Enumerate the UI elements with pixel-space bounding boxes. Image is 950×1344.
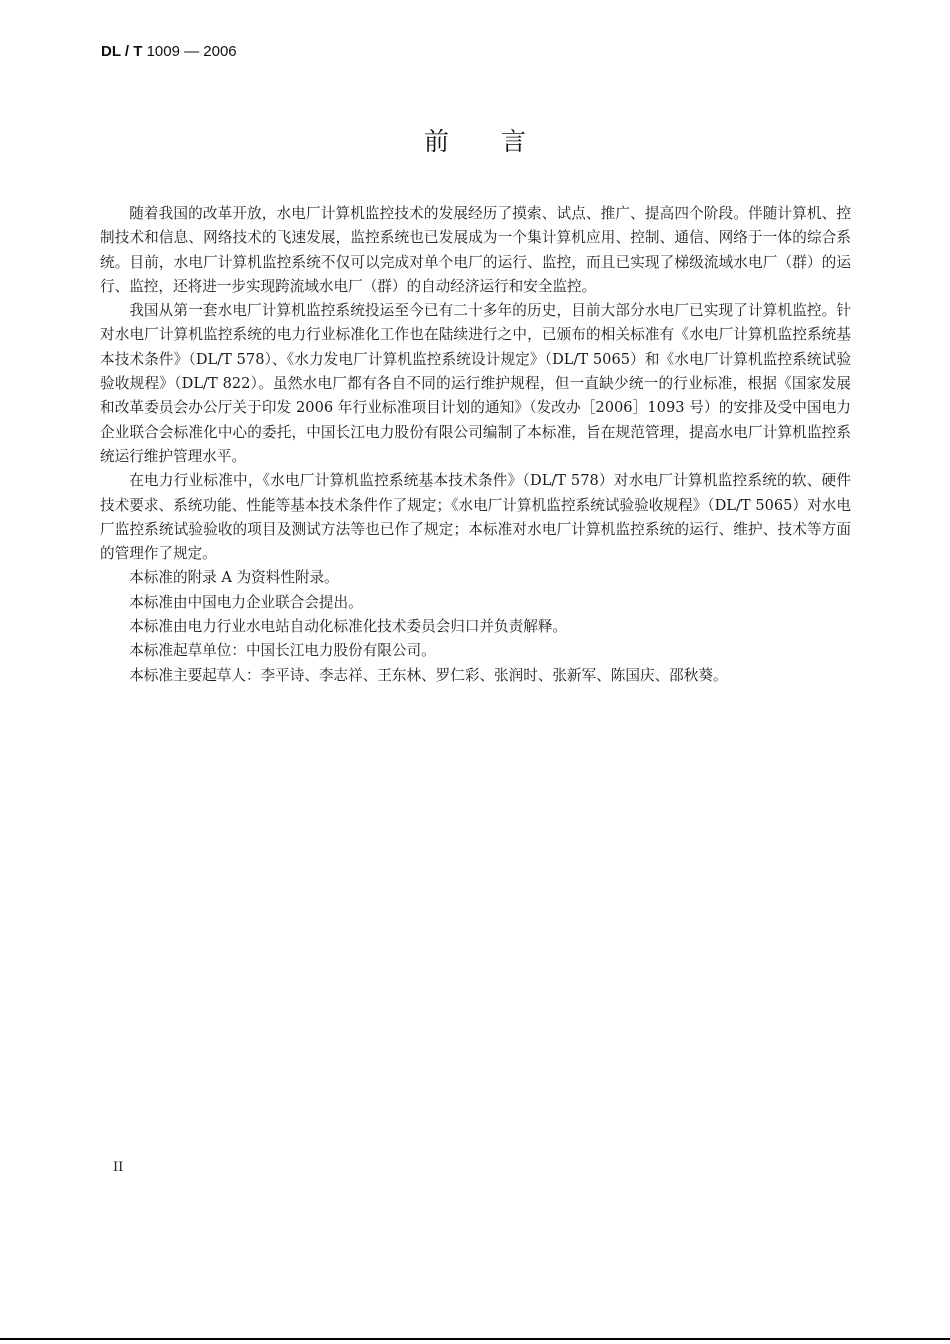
paragraph: 本标准起草单位：中国长江电力股份有限公司。 — [129, 642, 436, 660]
paragraph: 本标准的附录 A 为资料性附录。 — [129, 569, 339, 587]
paragraph: 本标准由中国电力企业联合会提出。 — [129, 593, 363, 611]
paragraph: 我国从第一套水电厂计算机监控系统投运至今已有二十多年的历史，目前大部分水电厂已实现了计算机监控。针对水电厂计算机监控系统的电力行业标准化工作也在陆续进行之中，已颁布的相关标准有《水电厂计算机监控系统基本技术条件》（DL/T 578）、《水力发电厂计算机监控系统设计规定》（DL/T 5065）和《水电厂计算机监控系统试验验收规程》（DL/T 822）。虽然水电厂都有各自不同的运行维护规程，但一直缺少统一的行业标准，根据《国家发展和改革委员会办公厅关于印发 2006 年行业标准项目计划的通知》（发改办［2006］1093 号）的安排及受中国电力企业联合会标准化中心的委托，中国长江电力股份有限公司编制了本标准，旨在规范管理，提高水电厂计算机监控系统运行维护管理水平。 — [100, 302, 851, 465]
foreword-body — [100, 202, 851, 688]
paragraph: 在电力行业标准中，《水电厂计算机监控系统基本技术条件》（DL/T 578）对水电厂计算机监控系统的软、硬件技术要求、系统功能、性能等基本技术条件作了规定；《水电厂计算机监控系统试验验收规程》（DL/T 5065）对水电厂监控系统试验验收的项目及测试方法等也已作了规定；本标准对水电厂计算机监控系统的运行、维护、技术等方面的管理作了规定。 — [100, 472, 851, 563]
page-number: II — [113, 1160, 124, 1175]
page-title: 前言 — [423, 127, 578, 156]
standard-code: DL / T — [101, 43, 143, 60]
standard-number: 1009 — 2006 — [146, 43, 237, 60]
paragraph: 随着我国的改革开放，水电厂计算机监控技术的发展经历了摸索、试点、推广、提高四个阶段。伴随计算机、控制技术和信息、网络技术的飞速发展，监控系统也已发展成为一个集计算机应用、控制、通信、网络于一体的综合系统。目前，水电厂计算机监控系统不仅可以完成对单个电厂的运行、监控，而且已实现了梯级流域水电厂（群）的运行、监控，还将进一步实现跨流域水电厂（群）的自动经济运行和安全监控。 — [100, 205, 851, 295]
paragraph: 本标准由电力行业水电站自动化标准化技术委员会归口并负责解释。 — [129, 618, 568, 636]
paragraph: 本标准主要起草人：李平诗、李志祥、王东林、罗仁彩、张润时、张新军、陈国庆、邵秋葵。 — [129, 666, 728, 684]
bottom-divider — [0, 1338, 950, 1340]
document-header — [101, 43, 237, 60]
